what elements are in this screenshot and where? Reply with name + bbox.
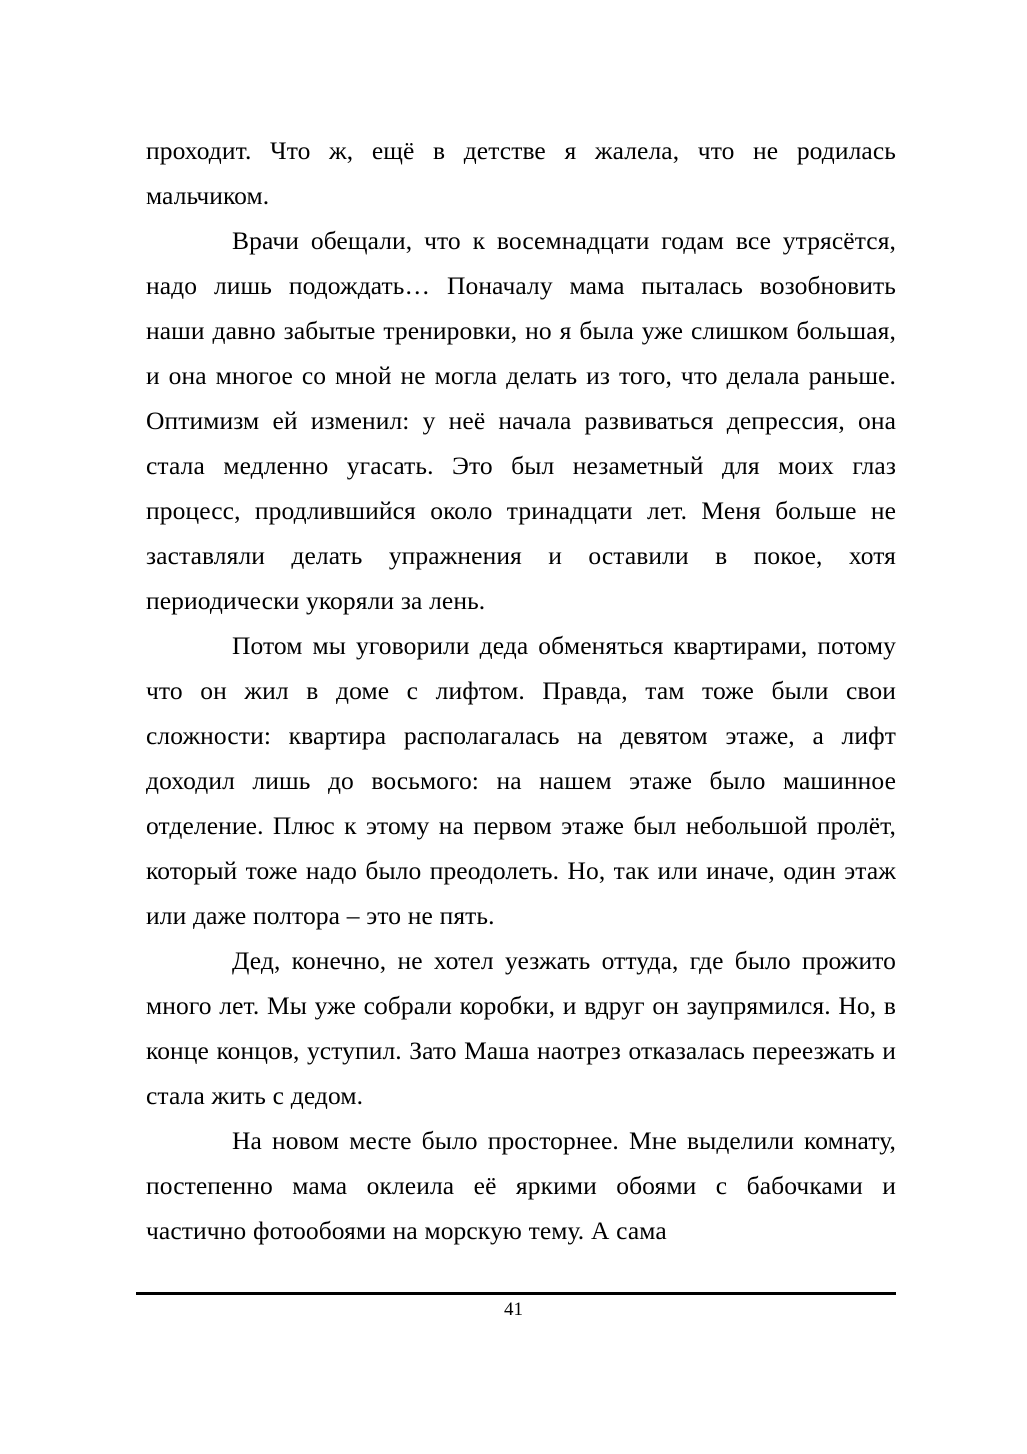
body-text-column bbox=[146, 128, 896, 1253]
paragraph-4: Дед, конечно, не хотел уезжать оттуда, где было прожито много лет. Мы уже собрали коробки, и вдруг он заупрямился. Но, в конце концов, уступил. Зато Маша наотрез отказалась переезжать и стала жить с дедом. bbox=[146, 946, 896, 1110]
paragraph-3: Потом мы уговорили деда обменяться квартирами, потому что он жил в доме с лифтом. Правда, там тоже были свои сложности: квартира располагалась на девятом этаже, а лифт доходил лишь до восьмого: на нашем этаже было машинное отделение. Плюс к этому на первом этаже был небольшой пролёт, который тоже надо было преодолеть. Но, так или иначе, один этаж или даже полтора – это не пять. bbox=[146, 631, 896, 930]
paragraph-2: Врачи обещали, что к восемнадцати годам все утрясётся, надо лишь подождать… Поначалу мама пыталась возобновить наши давно забытые тренировки, но я была уже слишком большая, и она многое со мной не могла делать из того, что делала раньше. Оптимизм ей изменил: у неё начала развиваться депрессия, она стала медленно угасать. Это был незаметный для моих глаз процесс, продлившийся около тринадцати лет. Меня больше не заставляли делать упражнения и оставили в покое, хотя периодически укоряли за лень. bbox=[146, 226, 896, 615]
paragraph-5: На новом месте было просторнее. Мне выделили комнату, постепенно мама оклеила её яркими обоями с бабочками и частично фотообоями на морскую тему. А сама bbox=[146, 1126, 896, 1245]
paragraph-1: проходит. Что ж, ещё в детстве я жалела, что не родилась мальчиком. bbox=[146, 136, 896, 210]
page-number: 41 bbox=[504, 1299, 523, 1320]
footer-separator-rule bbox=[136, 1292, 896, 1295]
